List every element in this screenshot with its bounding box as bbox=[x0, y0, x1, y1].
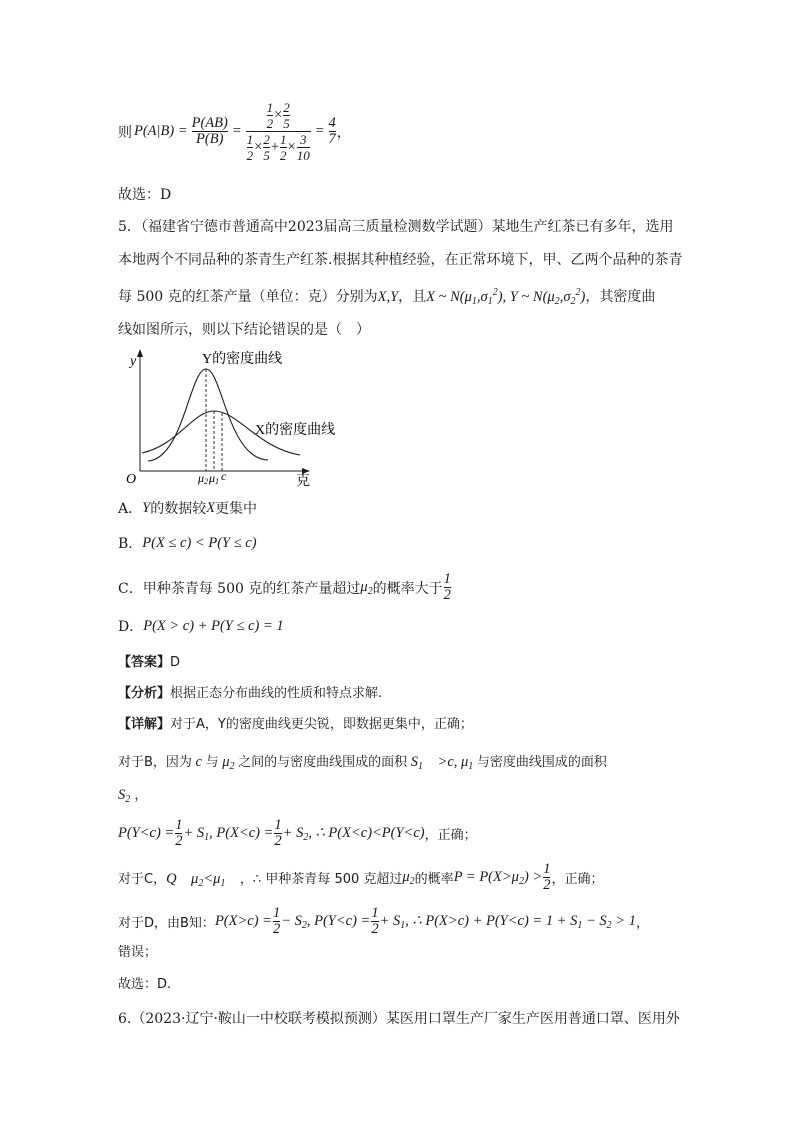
choice-a: A． Y 的数据较 X 更集中 bbox=[118, 499, 258, 517]
x-axis-label: 克 bbox=[296, 474, 310, 489]
tick-mu1: μ1 bbox=[209, 471, 220, 486]
choice-b: B． P(X ≤ c) < P(Y ≤ c) bbox=[118, 534, 257, 552]
choice-d: D． P(X > c) + P(Y ≤ c) = 1 bbox=[118, 617, 284, 635]
prev-solution-prefix: 则 bbox=[118, 124, 132, 141]
detail-a-line: 【详解】对于A，Y的密度曲线更尖锐，即数据更集中，正确； bbox=[118, 717, 473, 732]
x-curve-label: X的密度曲线 bbox=[255, 423, 336, 438]
big-fraction: $\frac{1}{2}$ × $\frac{2}{5}$ $\frac{1}{2}$ × $\frac{2}{5}$ + $\frac{1}{2}$ × $\frac{3}{10}$ bbox=[246, 100, 310, 163]
detail-c-line: 对于C， Q $\mu_2<\mu_1$ ，∴ 甲种茶青每 500 克超过 $\mu_2$ 的概率 $P = P(X>\mu_2)$ > $\frac{1}{2}$ ，正确； bbox=[118, 861, 604, 893]
density-curve-figure bbox=[118, 343, 336, 493]
prev-conclusion: 故选：D bbox=[118, 187, 172, 203]
choice-c: C． 甲种茶青每 500 克的红茶产量超过 $\mu_2$ 的概率大于 $\frac{1}{2}$ bbox=[118, 571, 451, 603]
conditional-probability-lhs: P(A|B) = bbox=[134, 123, 188, 139]
question-line-3: 每 500 克的红茶产量（单位：克）分别为X,Y，且X ~ $N(\mu_1,\sigma_1^2)$, Y ~ $N(\mu_2,\sigma_2^2)$，其密度曲 bbox=[118, 287, 656, 307]
analysis-line: 【分析】根据正态分布曲线的性质和特点求解. bbox=[118, 686, 383, 701]
y-density-curve bbox=[148, 369, 268, 461]
detail-d-wrong: 错误； bbox=[118, 945, 158, 960]
question-line-1: 5．（福建省宁德市普通高中2023届高三质量检测数学试题）某地生产红茶已有多年，选用 bbox=[118, 219, 674, 235]
tick-c: c bbox=[221, 469, 227, 483]
pab-over-pb: $\frac{P(AB)}{P(B)}$ bbox=[191, 115, 228, 147]
next-question-line: 6.（2023·辽宁·鞍山一中校联考模拟预测）某医用口罩生产厂家生产医用普通口罩、医用外 bbox=[118, 1011, 680, 1027]
detail-b-line-2: $S_2$ ， bbox=[118, 787, 148, 805]
origin-label: O bbox=[126, 472, 137, 487]
detail-d-line: 对于D，由B知： P(X>c) = $\frac{1}{2}$ − $S_2$, P(Y<c) = $\frac{1}{2}$ + $S_1$, ∴ $P(X>c) + P(Y<c) = 1 + S_1 - S_2 > 1$ ， bbox=[118, 905, 649, 937]
y-curve-label: Y的密度曲线 bbox=[202, 352, 283, 367]
prev-solution-equation: 则 P(A|B) = $\frac{P(AB)}{P(B)}$ = $\frac{1}{2}$ × $\frac{2}{5}$ $\frac{1}{2}$ × $\frac{2}{5}$ + $\frac{1}{2}$ × $\frac{3}{10}$ = $\frac{4}{7}$ ， bbox=[118, 100, 351, 163]
y-axis-arrow bbox=[137, 349, 143, 357]
question-line-2: 本地两个不同品种的茶青生产红茶.根据其种植经验，在正常环境下，甲、乙两个品种的茶青 bbox=[118, 252, 683, 268]
final-conclusion: 故选：D. bbox=[118, 977, 172, 992]
y-axis-label: y bbox=[130, 354, 137, 369]
result-fraction: $\frac{4}{7}$ bbox=[328, 115, 336, 147]
detail-b-line-3: P(Y<c) = $\frac{1}{2}$ + $S_1$, P(X<c) = $\frac{1}{2}$ + $S_2$, ∴ P(X<c)<P(Y<c) ，正确； bbox=[118, 817, 477, 849]
detail-b-line-1: 对于B，因为 c 与 $\mu_2$ 之间的与密度曲线围成的面积 $S_1$ >c, $\mu_1$ 与密度曲线围成的面积 bbox=[118, 754, 607, 772]
answer-line: 【答案】D bbox=[118, 655, 181, 670]
tick-mu2: μ2 bbox=[198, 471, 209, 486]
question-line-4: 线如图所示，则以下结论错误的是（ ） bbox=[118, 322, 370, 338]
